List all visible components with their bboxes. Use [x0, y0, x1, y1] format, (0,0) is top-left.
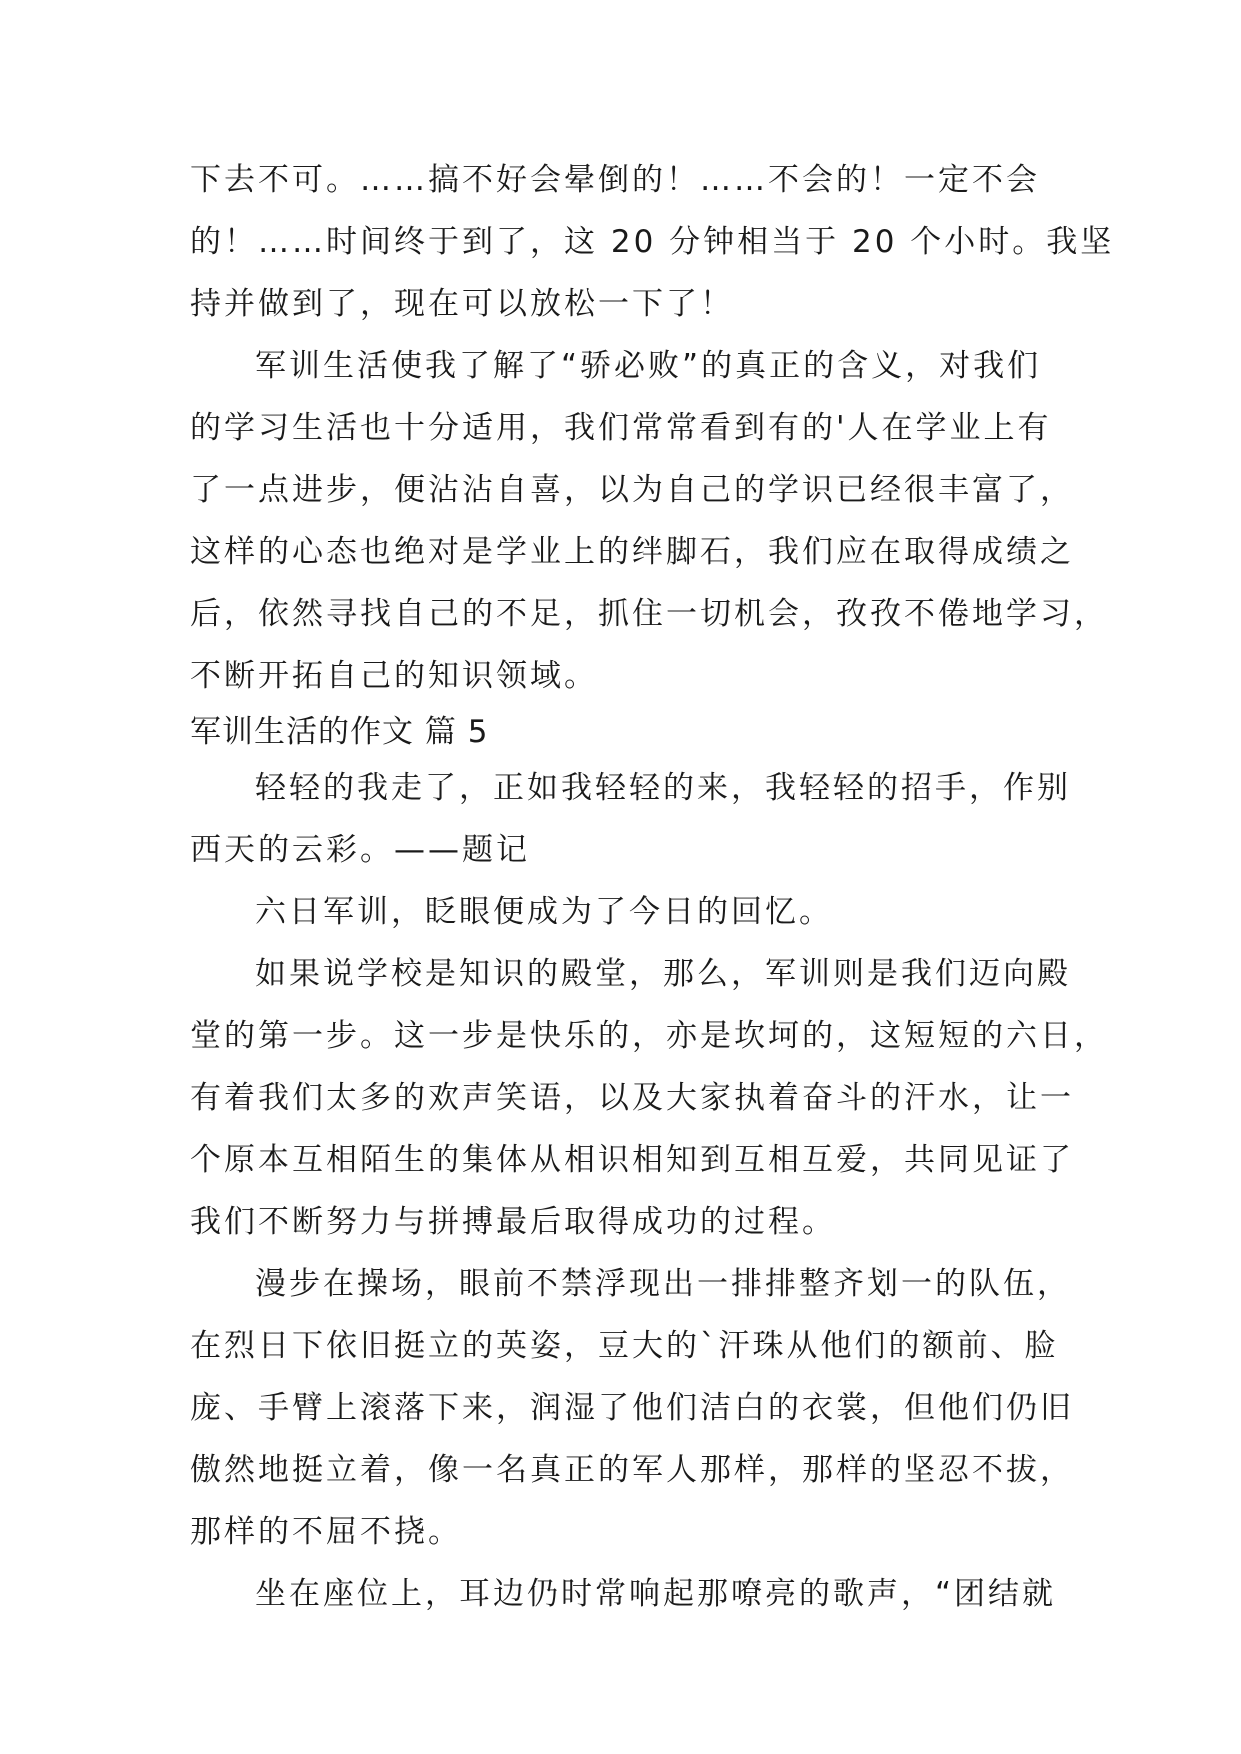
text-line: 后，依然寻找自己的不足，抓住一切机会，孜孜不倦地学习， — [190, 596, 1108, 632]
text-line: 傲然地挺立着，像一名真正的军人那样，那样的坚忍不拔， — [190, 1452, 1074, 1488]
text-line: 有着我们太多的欢声笑语，以及大家执着奋斗的汗水，让一 — [190, 1080, 1074, 1116]
text-line: 了一点进步，便沾沾自喜，以为自己的学识已经很丰富了， — [190, 472, 1074, 508]
text-line: 这样的心态也绝对是学业上的绊脚石，我们应在取得成绩之 — [190, 534, 1074, 570]
paragraph-first-line: 漫步在操场，眼前不禁浮现出一排排整齐划一的队伍， — [255, 1266, 1071, 1302]
paragraph-first-line: 如果说学校是知识的殿堂，那么，军训则是我们迈向殿 — [255, 956, 1071, 992]
text-line: 那样的不屈不挠。 — [190, 1514, 462, 1550]
text-line: 我们不断努力与拼搏最后取得成功的过程。 — [190, 1204, 836, 1240]
text-line: 西天的云彩。——题记 — [190, 832, 530, 868]
paragraph-first-line: 六日军训，眨眼便成为了今日的回忆。 — [255, 894, 833, 930]
text-line: 堂的第一步。这一步是快乐的，亦是坎坷的，这短短的六日， — [190, 1018, 1108, 1054]
paragraph-first-line: 坐在座位上，耳边仍时常响起那嘹亮的歌声，“团结就 — [255, 1576, 1057, 1612]
section-heading: 军训生活的作文 篇 5 — [190, 714, 489, 750]
paragraph-first-line: 军训生活使我了解了“骄必败”的真正的含义，对我们 — [255, 348, 1042, 384]
text-line: 在烈日下依旧挺立的英姿，豆大的`汗珠从他们的额前、脸 — [190, 1328, 1059, 1364]
text-line: 的学习生活也十分适用，我们常常看到有的'人在学业上有 — [190, 410, 1052, 446]
text-line: 不断开拓自己的知识领域。 — [190, 658, 598, 694]
paragraph-first-line: 轻轻的我走了，正如我轻轻的来，我轻轻的招手，作别 — [255, 770, 1071, 806]
text-line: 持并做到了，现在可以放松一下了！ — [190, 286, 734, 322]
text-line: 庞、手臂上滚落下来，润湿了他们洁白的衣裳，但他们仍旧 — [190, 1390, 1074, 1426]
text-line: 下去不可。……搞不好会晕倒的！……不会的！一定不会 — [190, 162, 1040, 198]
text-line: 个原本互相陌生的集体从相识相知到互相互爱，共同见证了 — [190, 1142, 1074, 1178]
text-line: 的！……时间终于到了，这 20 分钟相当于 20 个小时。我坚 — [190, 224, 1115, 260]
